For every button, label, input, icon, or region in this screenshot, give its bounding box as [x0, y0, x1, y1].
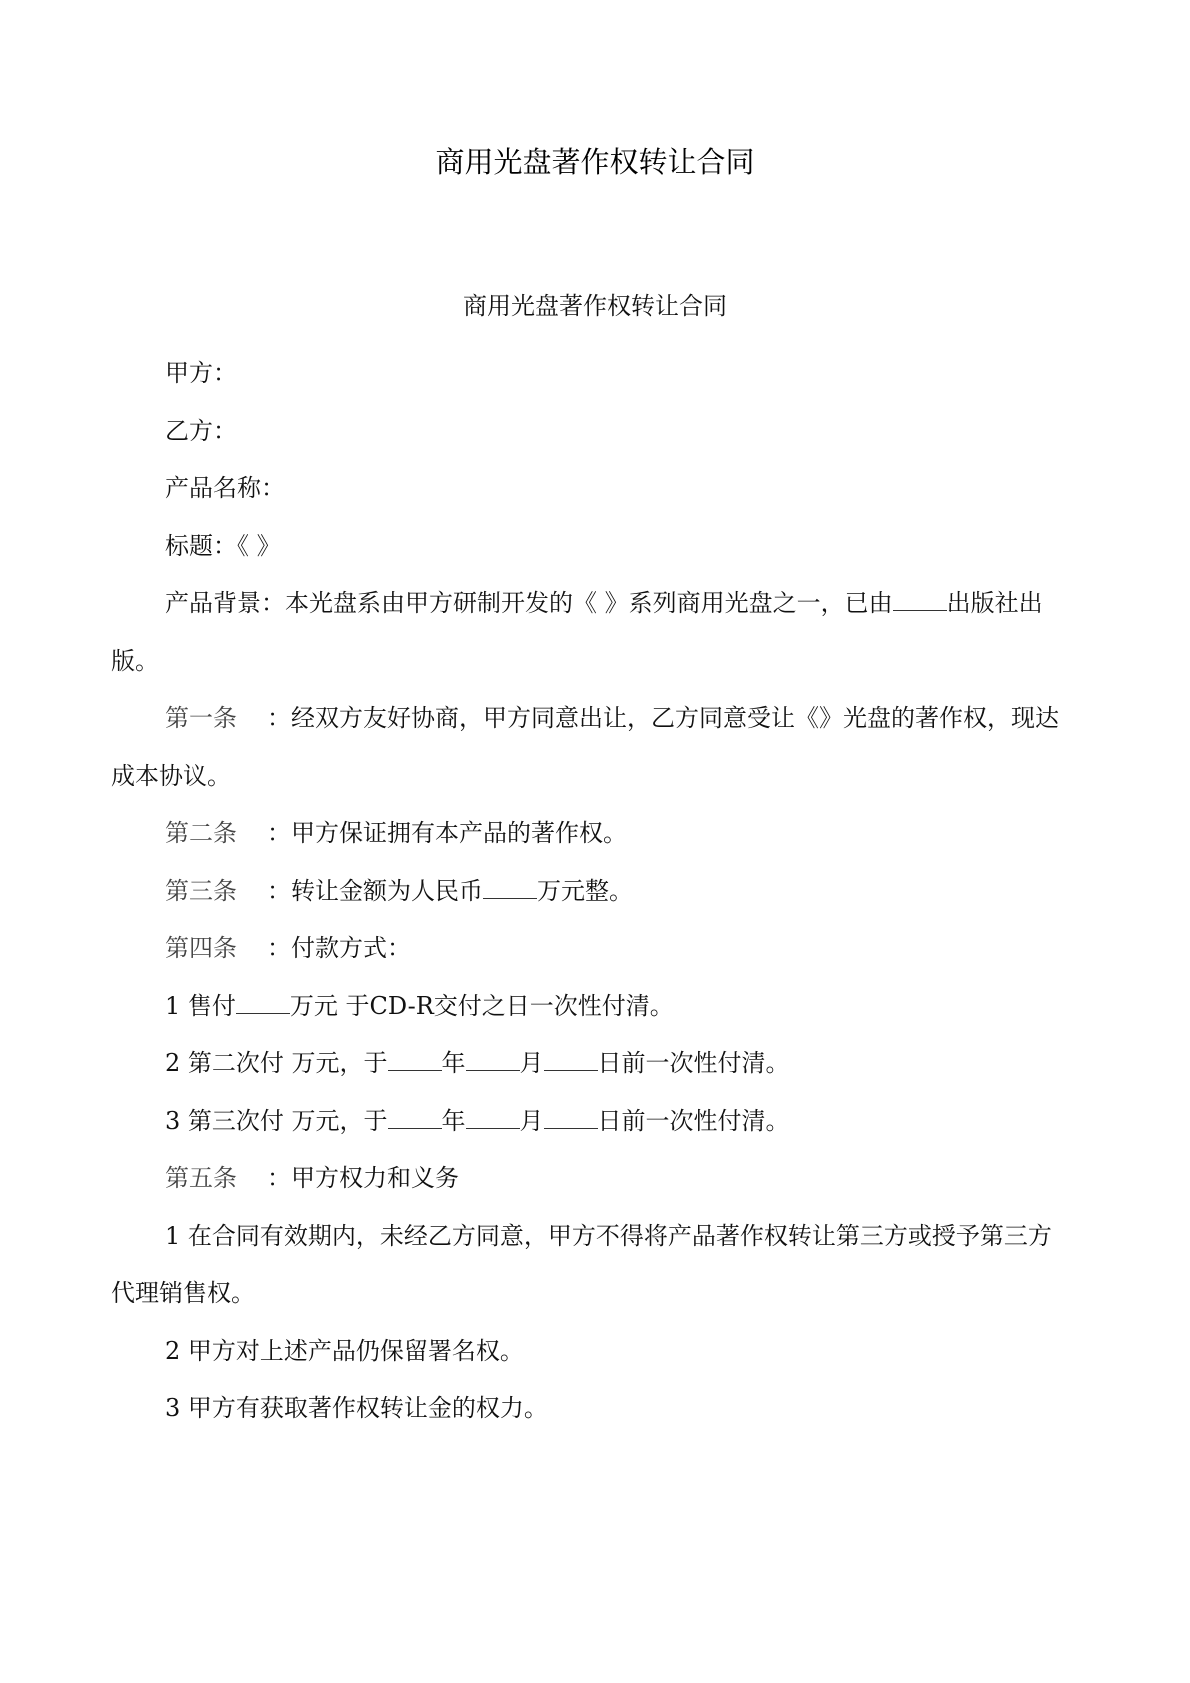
day-blank — [544, 1052, 598, 1071]
publisher-blank — [893, 592, 947, 611]
payment-3 — [111, 1093, 1071, 1151]
year-blank — [388, 1052, 442, 1071]
title-line: 标题：《 》 — [165, 531, 281, 560]
payment-suffix: 日前一次性付清。 — [597, 1049, 790, 1077]
amount-blank — [483, 880, 537, 899]
page-title: 商用光盘著作权转让合同 — [435, 145, 755, 179]
payment-amount-blank — [236, 995, 290, 1014]
article-label: 第二条 — [165, 819, 237, 847]
payment-prefix: 3 第三次付 万元，于 — [165, 1106, 388, 1135]
obligation-2: 2 甲方对上述产品仍保留署名权。 — [165, 1336, 524, 1365]
article-text-before: ：转让金额为人民币 — [267, 876, 483, 905]
obligation-1: 1 在合同有效期内，未经乙方同意，甲方不得将产品著作权转让第三方或授予第三方代理销售权。 — [111, 1221, 1052, 1307]
payment-prefix: 2 第二次付 万元，于 — [165, 1049, 388, 1077]
payment-suffix: 万元 于CD-R交付之日一次性付清。 — [289, 991, 674, 1020]
month-blank — [466, 1110, 520, 1129]
month-blank — [466, 1052, 520, 1071]
article-1 — [111, 690, 1071, 805]
background-suffix: 出版社出版。 — [111, 589, 1043, 675]
payment-1 — [111, 978, 1071, 1036]
month-label: 月 — [519, 1049, 544, 1077]
article-text: ：甲方保证拥有本产品的著作权。 — [267, 819, 627, 847]
product-background — [111, 575, 1071, 690]
article-label: 第三条 — [165, 876, 237, 905]
month-label: 月 — [519, 1106, 544, 1135]
article-text: ：经双方友好协商，甲方同意出让，乙方同意受让《》光盘的著作权，现达成本协议。 — [111, 704, 1059, 790]
article-label: 第四条 — [165, 934, 237, 962]
party-b-line: 乙方： — [165, 416, 237, 445]
party-a-line: 甲方： — [165, 359, 237, 387]
contract-body — [111, 345, 1071, 1438]
contract-heading: 商用光盘著作权转让合同 — [463, 292, 727, 320]
payment-prefix: 1 售付 — [165, 991, 236, 1020]
year-label: 年 — [441, 1049, 466, 1077]
background-prefix: 产品背景：本光盘系由甲方研制开发的《 》系列商用光盘之一，已由 — [165, 589, 893, 617]
article-3 — [111, 863, 1071, 921]
year-blank — [388, 1110, 442, 1129]
payment-2 — [111, 1035, 1071, 1093]
year-label: 年 — [441, 1106, 466, 1135]
payment-suffix: 日前一次性付清。 — [597, 1106, 790, 1135]
article-label: 第一条 — [165, 704, 237, 732]
obligation-3: 3 甲方有获取著作权转让金的权力。 — [165, 1394, 548, 1422]
day-blank — [544, 1110, 598, 1129]
article-4 — [111, 920, 1071, 978]
article-label: 第五条 — [165, 1164, 237, 1192]
article-2 — [111, 805, 1071, 863]
article-text-after: 万元整。 — [537, 876, 633, 905]
article-text: ：甲方权力和义务 — [267, 1164, 459, 1192]
article-5 — [111, 1150, 1071, 1208]
article-text: ：付款方式： — [267, 934, 411, 962]
product-name-line: 产品名称： — [165, 474, 285, 502]
